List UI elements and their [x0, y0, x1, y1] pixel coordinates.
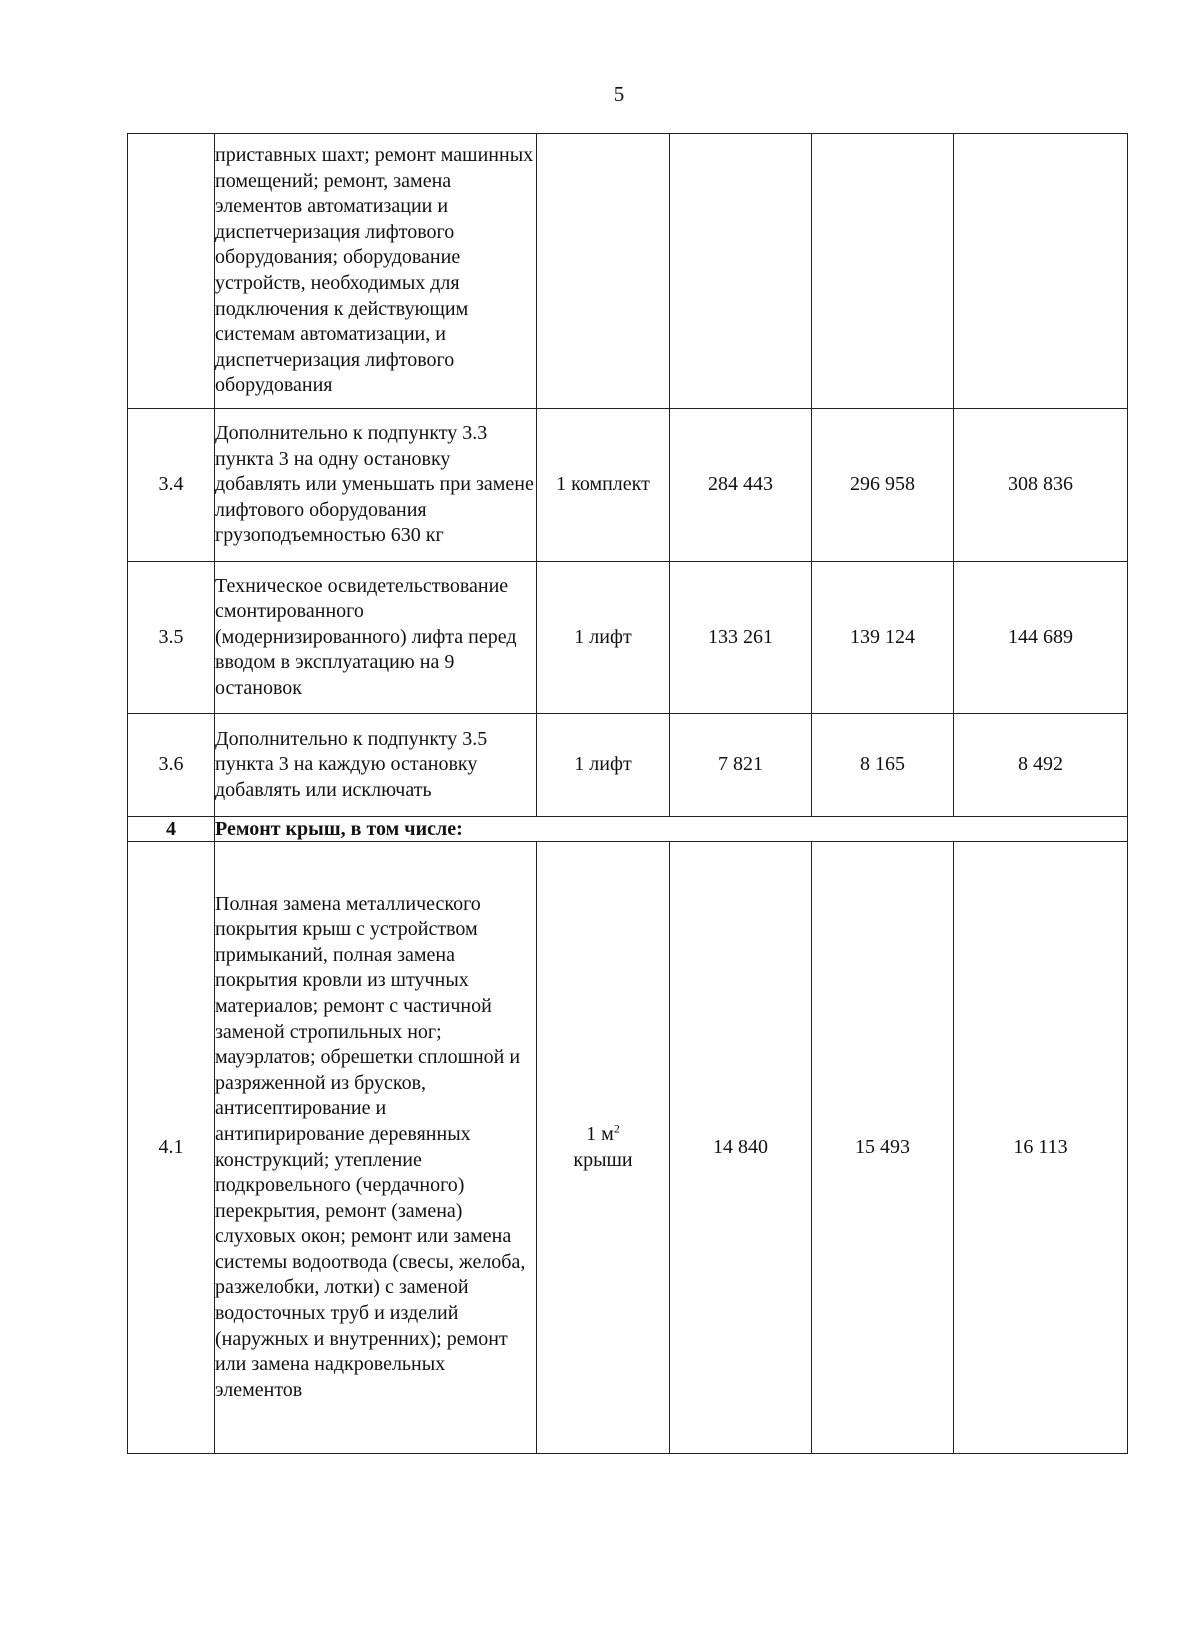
row-value-3	[954, 134, 1128, 409]
row-number: 3.6	[128, 714, 215, 817]
row-value-3: 8 492	[954, 714, 1128, 817]
price-table	[127, 133, 1128, 1454]
table-row	[128, 842, 1128, 1454]
row-value-3: 16 113	[954, 842, 1128, 1454]
section-header-row	[128, 817, 1128, 842]
row-value-3: 144 689	[954, 562, 1128, 714]
row-description: Дополнительно к подпункту 3.3 пункта 3 на одну остановку добавлять или уменьшать при замене лифтового оборудования грузоподъемностью 630 кг	[215, 409, 537, 562]
row-unit	[537, 842, 670, 1454]
row-value-1: 284 443	[670, 409, 812, 562]
section-number: 4	[128, 817, 215, 842]
row-value-1: 133 261	[670, 562, 812, 714]
row-description: Полная замена металлического покрытия крыш с устройством примыканий, полная замена покрытия кровли из штучных материалов; ремонт с частичной заменой стропильных ног; мауэрлатов; обрешетки сплошной и разряженной из брусков, антисептирование и антипирирование деревянных конструкций; утепление подкровельного (чердачного) перекрытия, ремонт (замена) слуховых окон; ремонт или замена системы водоотвода (свесы, желоба, разжелобки, лотки) с заменой водосточных труб и изделий (наружных и внутренних); ремонт или замена надкровельных элементов	[215, 842, 537, 1454]
row-number: 3.5	[128, 562, 215, 714]
row-number: 3.4	[128, 409, 215, 562]
row-value-2: 296 958	[812, 409, 954, 562]
table-row	[128, 134, 1128, 409]
row-value-2: 15 493	[812, 842, 954, 1454]
row-value-1	[670, 134, 812, 409]
unit-superscript: 2	[613, 1121, 620, 1136]
row-description: приставных шахт; ремонт машинных помещений; ремонт, замена элементов автоматизации и диспетчеризация лифтового оборудования; оборудование устройств, необходимых для подключения к действующим системам автоматизации, и диспетчеризация лифтового оборудования	[215, 134, 537, 409]
row-unit: 1 комплект	[537, 409, 670, 562]
row-number	[128, 134, 215, 409]
row-number: 4.1	[128, 842, 215, 1454]
unit-main: 1 м	[586, 1122, 614, 1145]
table-row	[128, 409, 1128, 562]
section-title: Ремонт крыш, в том числе:	[215, 817, 1128, 842]
row-value-2: 139 124	[812, 562, 954, 714]
row-value-2: 8 165	[812, 714, 954, 817]
row-unit	[537, 134, 670, 409]
row-value-1: 14 840	[670, 842, 812, 1454]
row-description: Техническое освидетельствование смонтированного (модернизированного) лифта перед вводом в эксплуатацию на 9 остановок	[215, 562, 537, 714]
row-description: Дополнительно к подпункту 3.5 пункта 3 на каждую остановку добавлять или исключать	[215, 714, 537, 817]
table-row	[128, 562, 1128, 714]
row-unit: 1 лифт	[537, 562, 670, 714]
page-number: 5	[613, 82, 625, 106]
unit-sub: крыши	[573, 1148, 633, 1171]
row-unit: 1 лифт	[537, 714, 670, 817]
row-value-3: 308 836	[954, 409, 1128, 562]
row-value-2	[812, 134, 954, 409]
row-value-1: 7 821	[670, 714, 812, 817]
table-row	[128, 714, 1128, 817]
